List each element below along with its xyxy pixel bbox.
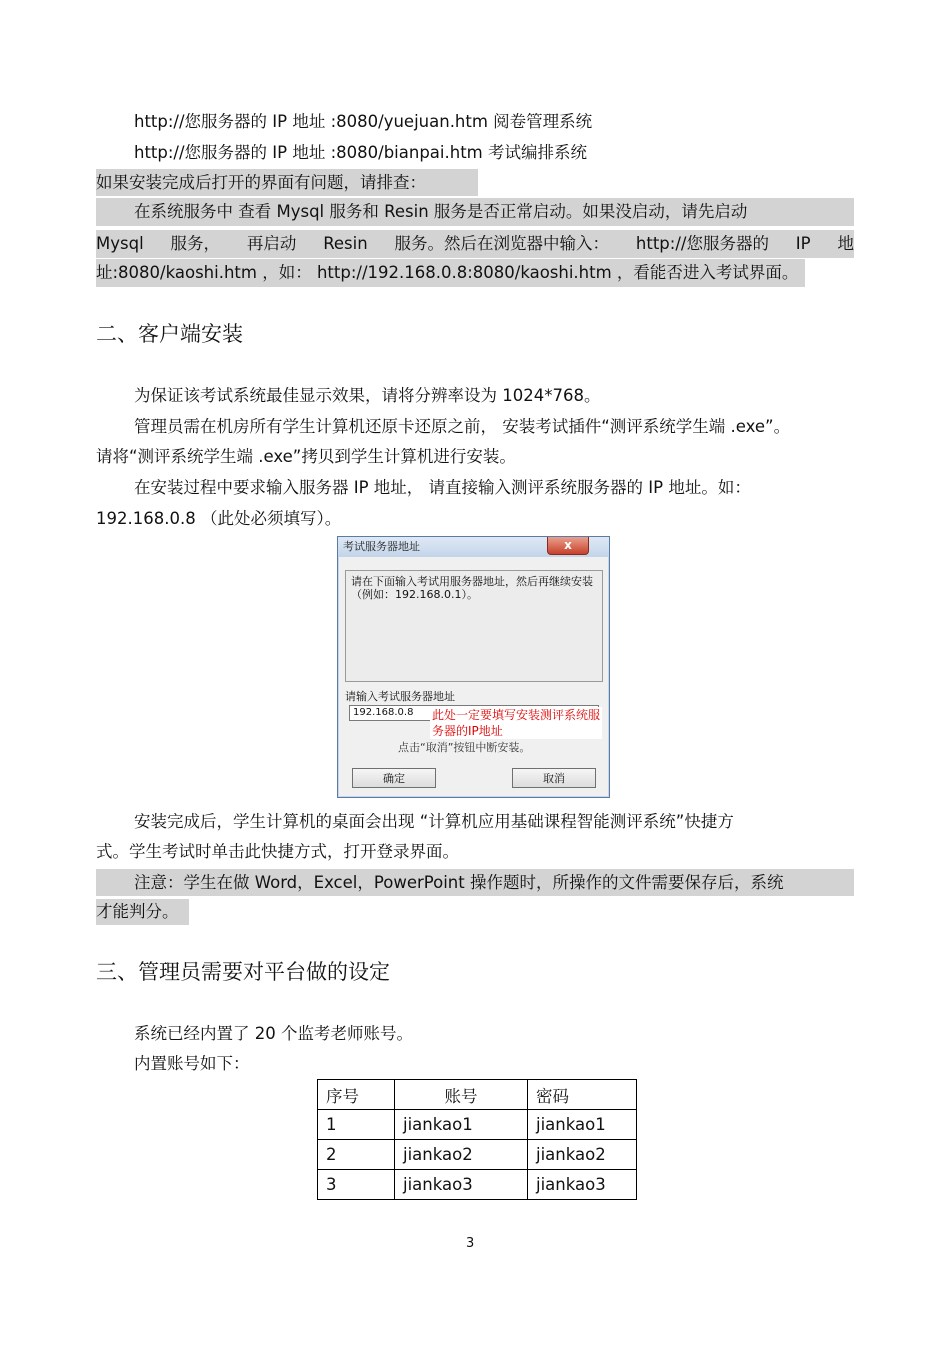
accounts-table bbox=[317, 1079, 637, 1200]
dialog-message-box bbox=[345, 570, 603, 682]
accounts-paragraph: 系统已经内置了 20 个监考老师账号。 bbox=[134, 1024, 413, 1043]
note-line-2: 才能判分。 bbox=[96, 899, 189, 925]
word: Resin bbox=[323, 234, 368, 253]
ip-paragraph-line-1: 在安装过程中要求输入服务器 IP 地址， 请直接输入测评系统服务器的 IP 地址。如： bbox=[134, 478, 751, 497]
word: http://您服务器的 bbox=[635, 234, 769, 253]
server-address-input[interactable]: 192.168.0.8 bbox=[349, 705, 599, 721]
ip-paragraph-line-2: 192.168.0.8 （此处必须填写）。 bbox=[96, 509, 342, 528]
install-paragraph-line-2: 请将“测评系统学生端 .exe”拷贝到学生计算机进行安装。 bbox=[96, 447, 516, 466]
column-header: 密码 bbox=[528, 1080, 637, 1110]
word: IP bbox=[795, 234, 811, 253]
table-row bbox=[318, 1170, 637, 1200]
table-cell: jiankao1 bbox=[528, 1110, 637, 1140]
url-bianpai: http://您服务器的 IP 地址 :8080/bianpai.htm 考试编排系统 bbox=[134, 143, 587, 162]
shortcut-paragraph-line-1: 安装完成后，学生计算机的桌面会出现 “计算机应用基础课程智能测评系统”快捷方 bbox=[134, 812, 734, 831]
table-cell: 3 bbox=[318, 1170, 395, 1200]
troubleshoot-line-1: 在系统服务中 查看 Mysql 服务和 Resin 服务是否正常启动。如果没启动，请先启动 bbox=[96, 198, 854, 226]
table-cell: jiankao2 bbox=[395, 1140, 528, 1170]
install-paragraph-line-1: 管理员需在机房所有学生计算机还原卡还原之前， 安装考试插件“测评系统学生端 .exe”。 bbox=[134, 417, 791, 436]
table-cell: 2 bbox=[318, 1140, 395, 1170]
word: 服务， bbox=[170, 234, 220, 253]
column-header: 序号 bbox=[318, 1080, 395, 1110]
accounts-list-intro: 内置账号如下： bbox=[134, 1054, 250, 1073]
shortcut-paragraph-line-2: 式。学生考试时单击此快捷方式，打开登录界面。 bbox=[96, 842, 459, 861]
troubleshoot-title: 如果安装完成后打开的界面有问题，请排查： bbox=[96, 169, 478, 196]
resolution-paragraph: 为保证该考试系统最佳显示效果，请将分辨率设为 1024*768。 bbox=[134, 386, 601, 405]
table-cell: jiankao3 bbox=[395, 1170, 528, 1200]
table-header-row bbox=[318, 1080, 637, 1110]
server-address-dialog bbox=[337, 536, 610, 798]
dialog-title: 考试服务器地址 bbox=[343, 540, 420, 553]
table-row bbox=[318, 1140, 637, 1170]
close-icon[interactable]: x bbox=[547, 537, 589, 555]
note-line-1: 注意：学生在做 Word，Excel，PowerPoint 操作题时，所操作的文件需要保存后，系统 bbox=[96, 869, 854, 896]
dialog-message: 请在下面输入考试用服务器地址，然后再继续安装（例如：192.168.0.1）。 bbox=[351, 575, 593, 601]
page-number: 3 bbox=[466, 1236, 475, 1251]
table-row bbox=[318, 1110, 637, 1140]
table-cell: jiankao1 bbox=[395, 1110, 528, 1140]
section-heading-client-install: 二、客户端安装 bbox=[96, 322, 243, 346]
troubleshoot-line-2 bbox=[96, 230, 854, 258]
column-header: 账号 bbox=[395, 1080, 528, 1110]
table-cell: jiankao3 bbox=[528, 1170, 637, 1200]
table-cell: jiankao2 bbox=[528, 1140, 637, 1170]
word: 服务。然后在浏览器中输入： bbox=[394, 234, 610, 253]
cancel-button[interactable]: 取消 bbox=[512, 768, 596, 788]
dialog-titlebar bbox=[338, 537, 609, 557]
troubleshoot-line-3: 址:8080/kaoshi.htm ，如： http://192.168.0.8:8080/kaoshi.htm ，看能否进入考试界面。 bbox=[96, 259, 805, 287]
server-input-label: 请输入考试服务器地址 bbox=[345, 690, 455, 703]
ok-button[interactable]: 确定 bbox=[352, 768, 436, 788]
dialog-hint: 点击“取消”按钮中断安装。 bbox=[398, 741, 531, 754]
word: 再启动 bbox=[246, 234, 297, 253]
word: 地 bbox=[837, 234, 854, 253]
word: Mysql bbox=[96, 234, 144, 253]
url-yuejuan: http://您服务器的 IP 地址 :8080/yuejuan.htm 阅卷管理系统 bbox=[134, 112, 593, 131]
red-annotation: 此处一定要填写安装测评系统服务器的IP地址 bbox=[432, 708, 601, 738]
table-cell: 1 bbox=[318, 1110, 395, 1140]
section-heading-admin-settings: 三、管理员需要对平台做的设定 bbox=[96, 960, 390, 984]
